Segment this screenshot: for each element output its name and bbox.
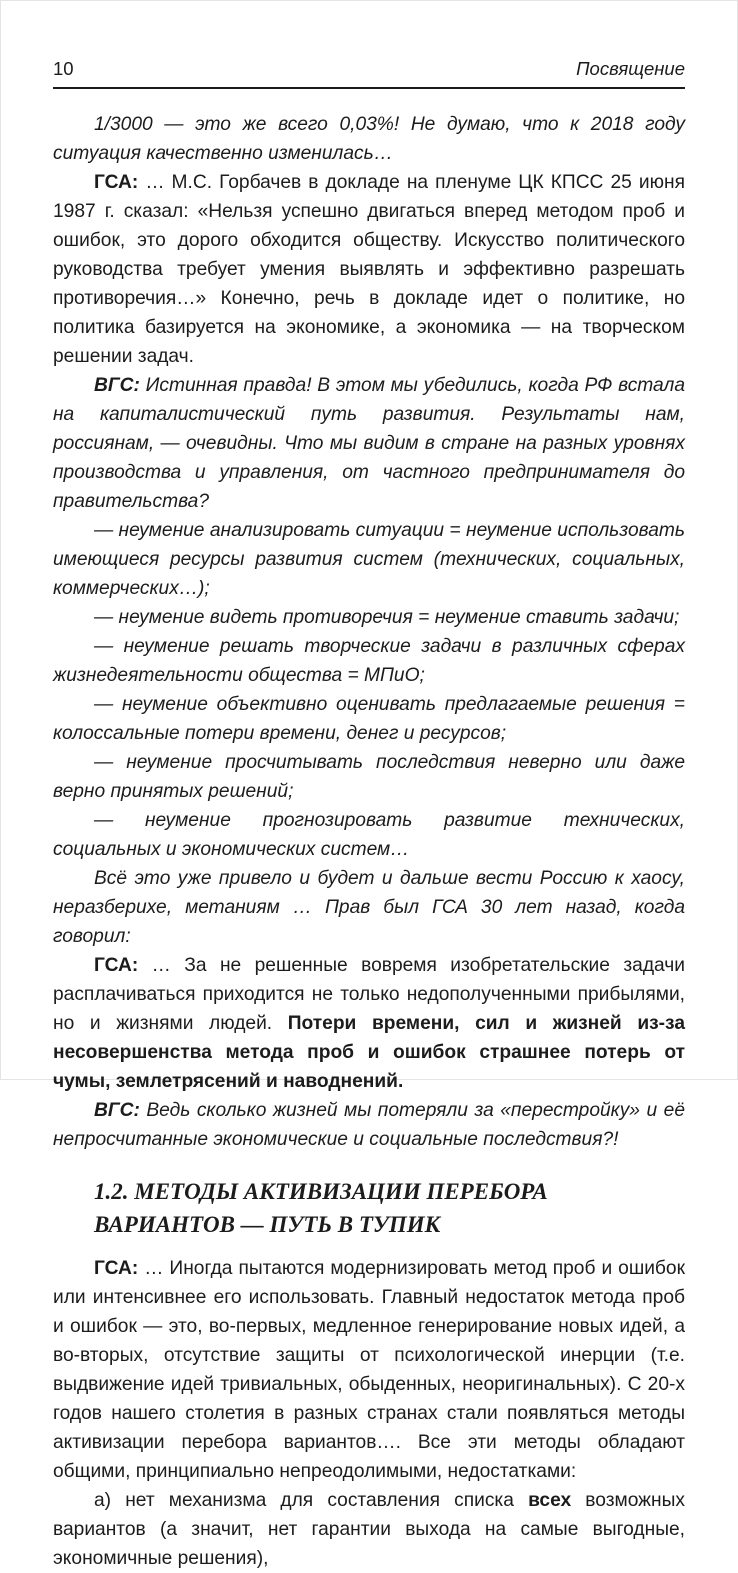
paragraph: [53, 1254, 685, 1486]
paragraph: [53, 516, 685, 603]
text-segment: ГСА:: [94, 1258, 145, 1279]
page-number: 10: [53, 58, 74, 79]
text-segment: Всё это уже привело и будет и дальше вести Россию к хаосу, неразберихе, метаниям … Прав был ГСА 30 лет назад, когда говорил:: [53, 868, 685, 947]
paragraph: [53, 1096, 685, 1154]
text-segment: — неумение анализировать ситуации = неумение использовать имеющиеся ресурсы развития систем (технических, социальных, коммерческих…);: [53, 520, 685, 599]
paragraph: [53, 1486, 685, 1573]
text-segment: … За не решенные вовремя изобретательские задачи расплачиваться приходится не только недополученными прибылями, но и жизнями людей.: [53, 955, 685, 1034]
text-segment: Истинная правда! В этом мы убедились, когда РФ встала на капиталистический путь развития. Результаты нам, россиянам, — очевидны. Что мы видим в стране на разных уровнях производства и управления, от частного предпринимателя до правительства?: [53, 375, 686, 512]
text-segment: ГСА:: [94, 955, 152, 976]
text-segment: — неумение просчитывать последствия неверно или даже верно принятых решений;: [53, 752, 685, 802]
text-segment: ВГС:: [94, 375, 146, 396]
text-segment: 1.2. МЕТОДЫ АКТИВИЗАЦИИ ПЕРЕБОРА ВАРИАНТОВ — ПУТЬ В ТУПИК: [94, 1179, 548, 1237]
text-segment: — неумение объективно оценивать предлагаемые решения = колоссальные потери времени, денег и ресурсов;: [53, 694, 685, 744]
text-segment: ГСА:: [94, 172, 146, 193]
document-page: [1, 1, 737, 1573]
text-segment: — неумение видеть противоречия = неумение ставить задачи;: [94, 607, 680, 628]
text-segment: всех: [528, 1490, 572, 1511]
paragraph: [53, 951, 685, 1096]
paragraph: [53, 748, 685, 806]
page-header: [53, 57, 685, 89]
text-segment: возможных вариантов (а значит, нет гарантии выхода на самые выгодные, экономичные решения),: [53, 1490, 686, 1569]
text-segment: а) нет механизма для составления списка: [94, 1490, 529, 1511]
paragraph: [53, 806, 685, 864]
section-heading: [53, 1175, 685, 1241]
paragraph: [53, 864, 685, 951]
paragraph: [53, 603, 685, 632]
paragraph: [53, 371, 685, 516]
text-segment: — неумение прогнозировать развитие технических, социальных и экономических систем…: [53, 810, 685, 860]
running-title: Посвящение: [576, 58, 685, 79]
text-segment: … Иногда пытаются модернизировать метод проб и ошибок или интенсивнее его использовать. Главный недостаток метода проб и ошибок — это, во-первых, медленное генерирование новых идей, а во-вторых, отсутствие защиты от психологической инерции (т.е. выдвижение идей тривиальных, обыденных, неоригинальных). С 20-х годов нашего столетия в разных странах стали появляться методы активизации перебора вариантов…. Все эти методы обладают общими, принципиально непреодолимыми, недостатками:: [53, 1258, 685, 1482]
text-segment: … М.С. Горбачев в докладе на пленуме ЦК КПСС 25 июня 1987 г. сказал: «Нельзя успешно двигаться вперед методом проб и ошибок, это дорого обходится обществу. Искусство политического руководства требует умения выявлять и эффективно разрешать противоречия…» Конечно, речь в докладе идет о политике, но политика базируется на экономике, а экономика — на творческом решении задач.: [53, 172, 685, 367]
text-segment: — неумение решать творческие задачи в различных сферах жизнедеятельности общества = МПиО;: [53, 636, 685, 686]
text-segment: 1/3000 — это же всего 0,03%! Не думаю, что к 2018 году ситуация качественно изменилась…: [53, 114, 685, 164]
text-segment: Потери времени, сил и жизней из-за несовершенства метода проб и ошибок страшнее потерь от чумы, землетрясений и наводнений.: [53, 1013, 685, 1092]
text-segment: ВГС:: [94, 1100, 147, 1121]
paragraph: [53, 690, 685, 748]
paragraph: [53, 168, 685, 371]
paragraph: [53, 110, 685, 168]
paragraph: [53, 632, 685, 690]
text-segment: Ведь сколько жизней мы потеряли за «перестройку» и её непросчитанные экономические и социальные последствия?!: [53, 1100, 685, 1150]
document-body: [53, 110, 685, 1573]
